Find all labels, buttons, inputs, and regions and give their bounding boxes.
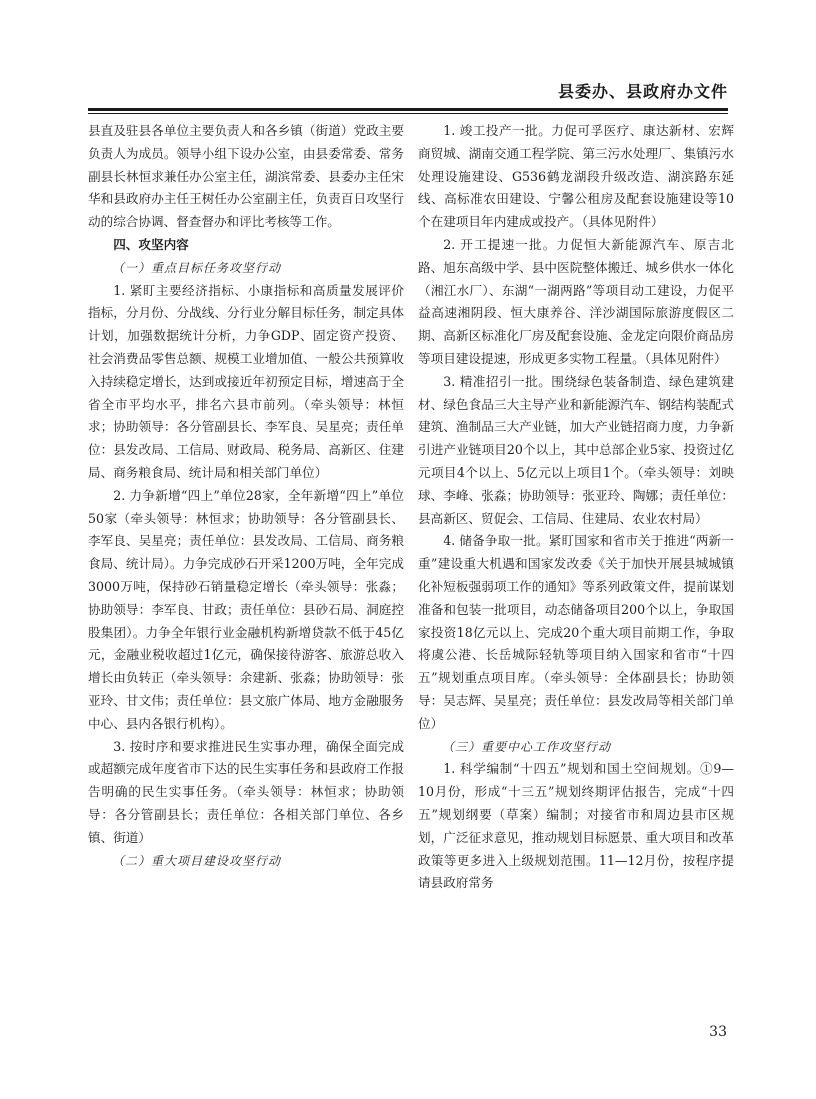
header-rule-thick [88,108,728,111]
paragraph: 4. 储备争取一批。紧盯国家和省市关于推进“两新一重”建设重大机遇和国家发改委《关于加快开展县城城镇化补短板强弱项工作的通知》等系列政策文件，提前谋划准备和包装一批项目，动态储备项目200个以上，争取国家投资18亿元以上、完成20个重大项目前期工作，争取将虞公港、长岳城际轻轨等项目纳入国家和省市“十四五”规划重点项目库。（牵头领导：全体副县长；协助领导：吴志辉、吴星亮；责任单位：县发改局等相关部门单位） [418,533,734,731]
subsection-heading: （二）重大项目建设攻坚行动 [112,853,282,868]
paragraph: 1. 科学编制“十四五”规划和国土空间规划。①9—10月份，形成“十三五”规划终期评估报告，完成“十四五”规划纲要（草案）编制；对接省市和周边县市区规划，广泛征求意见，推动规划目标愿景、重大项目和改革政策等更多进入上级规划范围。11—12月份，按程序提请县政府常务 [418,761,734,891]
left-column [88,120,404,872]
section-heading: 四、攻坚内容 [113,236,189,252]
subsection-heading: （一）重点目标任务攻坚行动 [112,260,282,275]
paragraph: 1. 紧盯主要经济指标、小康指标和高质量发展评价指标，分月份、分战线、分行业分解目标任务，制定具体计划，加强数据统计分析，力争GDP、固定资产投资、社会消费品零售总额、规模工业增加值、一般公共预算收入持续稳定增长，达到或接近年初预定目标，增速高于全省全市平均水平，排名六县市前列。（牵头领导：林恒求；协助领导：各分管副县长、李军良、吴星亮；责任单位：县发改局、工信局、财政局、税务局、高新区、住建局、商务粮食局、统计局和相关部门单位） [88,282,404,480]
paragraph: 2. 开工提速一批。力促恒大新能源汽车、原吉北路、旭东高级中学、县中医院整体搬迁、城乡供水一体化（湘江水厂）、东湖“一湖两路”等项目动工建设，力促平益高速湘阴段、恒大康养谷、洋沙湖国际旅游度假区二期、高新区标准化厂房及配套设施、金龙定向限价商品房等项目建设提速，形成更多实物工程量。（具体见附件） [418,236,734,366]
paragraph: 2. 力争新增“四上”单位28家，全年新增“四上”单位50家（牵头领导：林恒求；协助领导：各分管副县长、李军良、吴星亮；责任单位：县发改局、工信局、商务粮食局、统计局）。力争完成砂石开采1200万吨，全年完成3000万吨，保持砂石销量稳定增长（牵头领导：张淼；协助领导：李军良、甘政；责任单位：县砂石局、洞庭控股集团）。力争全年银行业金融机构新增贷款不低于45亿元，金融业税收超过1亿元，确保接待游客、旅游总收入增长由负转正（牵头领导：余建新、张淼；协助领导：张亚玲、甘文伟；责任单位：县文旅广体局、地方金融服务中心、县内各银行机构）。 [88,487,404,731]
header-rule-thin [88,113,728,114]
right-column [418,120,734,895]
paragraph-continued: 县直及驻县各单位主要负责人和各乡镇（街道）党政主要负责人为成员。领导小组下设办公室，由县委常委、常务副县长林恒求兼任办公室主任，湖滨常委、县委办主任宋华和县政府办主任王树任办公室副主任，负责百日攻坚行动的综合协调、督查督办和评比考核等工作。 [88,123,404,230]
paragraph: 3. 按时序和要求推进民生实事办理，确保全面完成或超额完成年度省市下达的民生实事任务和县政府工作报告明确的民生实事任务。（牵头领导：林恒求；协助领导：各分管副县长；责任单位：各相关部门单位、各乡镇、街道） [88,738,404,845]
running-header-title: 县委办、县政府办文件 [557,82,728,101]
subsection-heading: （三）重要中心工作攻坚行动 [442,739,612,754]
paragraph: 1. 竣工投产一批。力促可孚医疗、康达新材、宏辉商贸城、湖南交通工程学院、第三污水处理厂、集镇污水处理设施建设、G536鹤龙湖段升级改造、湖滨路东延线、高标准农田建设、宁馨公租房及配套设施建设等10个在建项目年内建成或投产。（具体见附件） [418,123,734,230]
paragraph: 3. 精准招引一批。围绕绿色装备制造、绿色建筑建材、绿色食品三大主导产业和新能源汽车、钢结构装配式建筑、渔制品三大产业链，加大产业链招商力度，力争新引进产业链项目20个以上，其中总部企业5家、投资过亿元项目4个以上、5亿元以上项目1个。（牵头领导：刘映球、李峰、张淼；协助领导：张亚玲、陶娜；责任单位：县高新区、贸促会、工信局、住建局、农业农村局） [418,373,734,526]
page-number: 33 [709,1024,727,1040]
